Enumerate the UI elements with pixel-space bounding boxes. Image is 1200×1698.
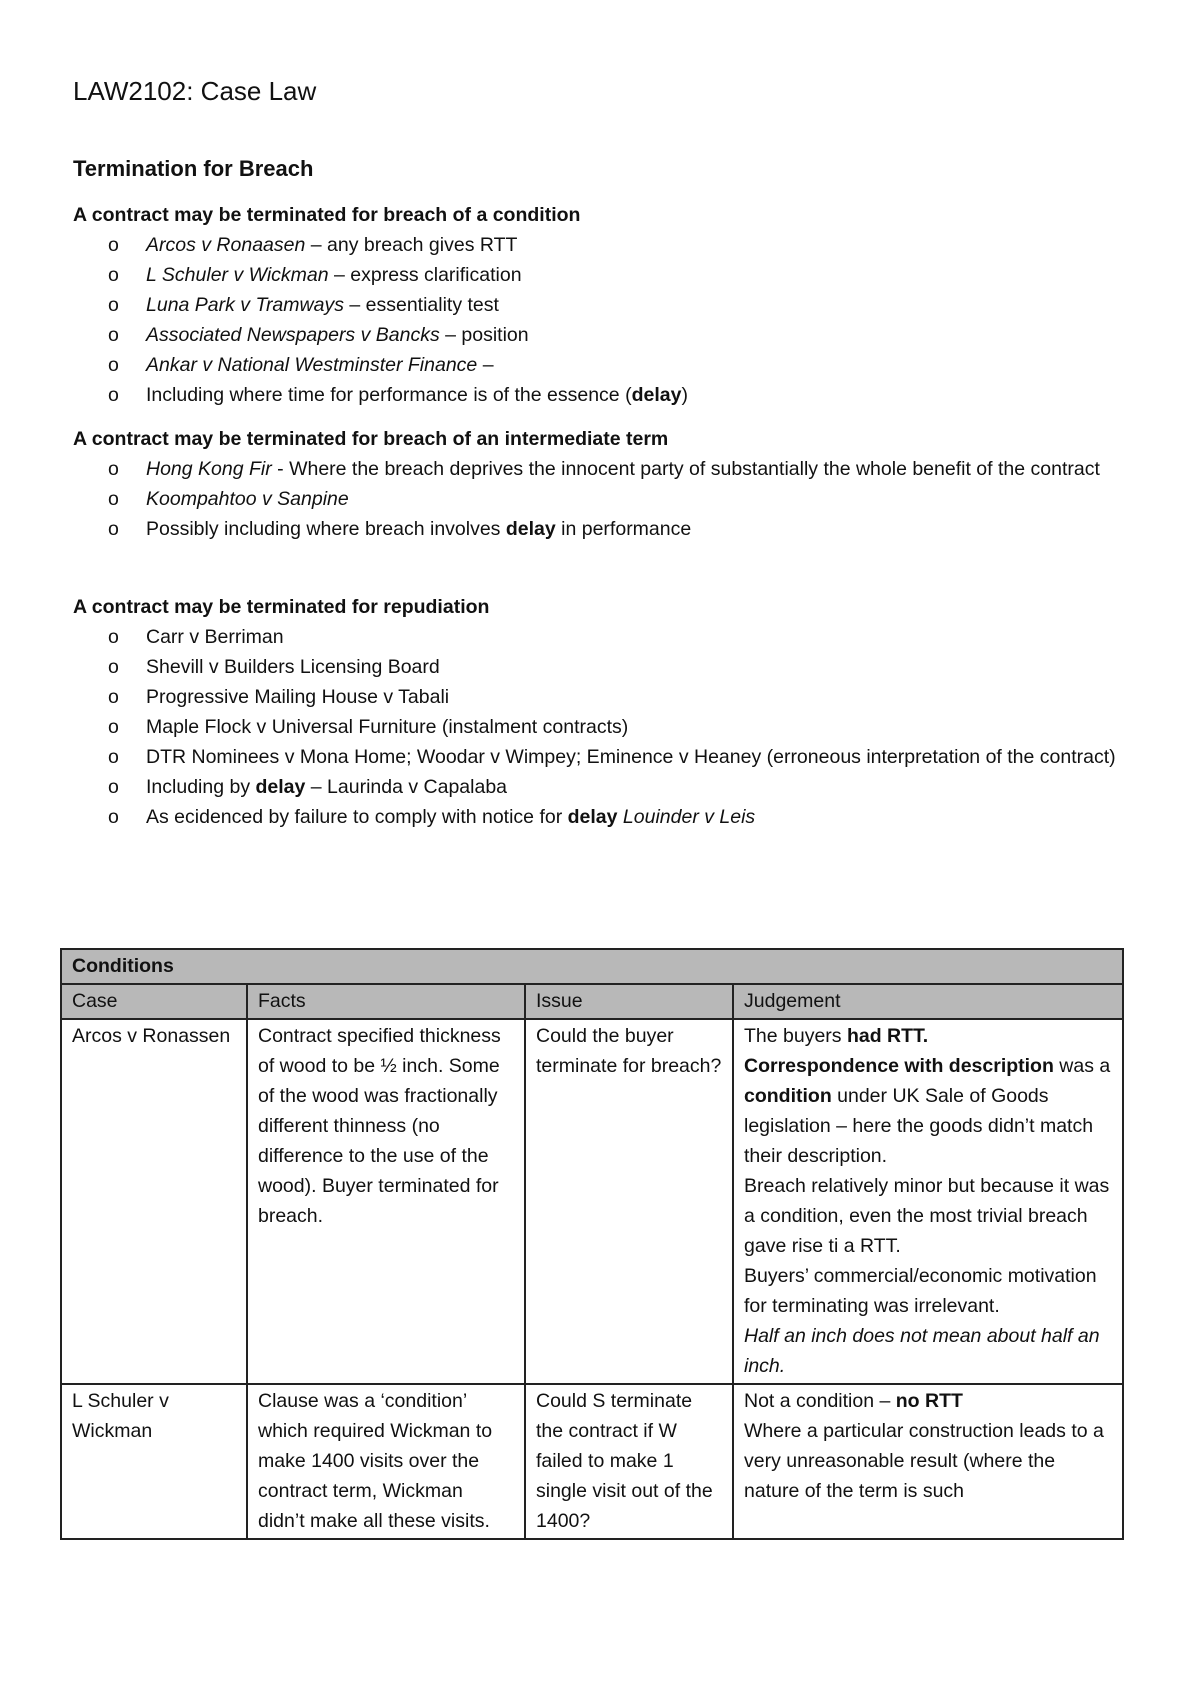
bullet-icon: o (108, 518, 119, 540)
table-title: Conditions (61, 949, 1123, 984)
group-heading: A contract may be terminated for breach of a condition (73, 204, 581, 226)
bullet-icon: o (108, 264, 119, 286)
list-item (73, 802, 1133, 832)
case-name: Koompahtoo v Sanpine (146, 488, 349, 510)
item-text: Maple Flock v Universal Furniture (instalment contracts) (146, 716, 629, 738)
bullet-icon: o (108, 354, 119, 376)
case-cell: L Schuler v Wickman (61, 1384, 247, 1539)
case-name: L Schuler v Wickman (146, 264, 329, 286)
judgement-text: no RTT (895, 1390, 963, 1412)
repudiation-group (73, 592, 1133, 832)
judgement-text: Half an inch does not mean about half an inch. (744, 1325, 1100, 1377)
item-text: – any breach gives RTT (305, 234, 518, 256)
case-name: Associated Newspapers v Bancks (146, 324, 440, 346)
bullet-icon: o (108, 294, 119, 316)
list-item (73, 320, 1133, 350)
case-cell: Arcos v Ronassen (61, 1019, 247, 1384)
item-emphasis: delay (505, 518, 556, 540)
table-body (61, 1019, 1123, 1539)
list-item (73, 742, 1133, 772)
case-name: Arcos v Ronaasen (146, 234, 306, 256)
judgement-cell (733, 1384, 1123, 1539)
column-header: Case (61, 984, 247, 1019)
bullet-list (73, 230, 1133, 410)
list-item (73, 350, 1133, 380)
judgement-text: Where a particular construction leads to a very unreasonable result (where the nature of the term is such (744, 1420, 1104, 1502)
item-text: Including where time for performance is of the essence ( (146, 384, 632, 406)
list-item (73, 454, 1133, 484)
item-emphasis: delay (255, 776, 306, 798)
item-text: in performance (555, 518, 692, 540)
judgement-text: The buyers (744, 1025, 847, 1047)
judgement-text: had RTT. (846, 1025, 929, 1047)
issue-cell: Could S terminate the contract if W failed to make 1 single visit out of the 1400? (525, 1384, 733, 1539)
item-emphasis: delay (567, 806, 618, 828)
list-item (73, 772, 1133, 802)
item-text: Progressive Mailing House v Tabali (146, 686, 450, 708)
item-text: DTR Nominees v Mona Home; Woodar v Wimpey; Eminence v Heaney (erroneous interpretation of the contract) (146, 746, 1116, 768)
case-name: Hong Kong Fir (146, 458, 272, 480)
bullet-icon: o (108, 686, 119, 708)
table-header-row (61, 984, 1123, 1019)
item-text: – (477, 354, 494, 376)
bullet-icon: o (108, 234, 119, 256)
bullet-icon: o (108, 806, 119, 828)
judgement-text: Not a condition – (744, 1390, 896, 1412)
column-header: Judgement (733, 984, 1123, 1019)
judgement-cell (733, 1019, 1123, 1384)
bullet-icon: o (108, 776, 119, 798)
list-item (73, 290, 1133, 320)
bullet-icon: o (108, 716, 119, 738)
intermediate-term-group (73, 424, 1133, 544)
group-heading: A contract may be terminated for breach of an intermediate term (73, 428, 669, 450)
list-item (73, 260, 1133, 290)
item-text: As ecidenced by failure to comply with notice for (146, 806, 568, 828)
item-text: – essentiality test (343, 294, 499, 316)
item-emphasis: delay (631, 384, 682, 406)
facts-cell: Clause was a ‘condition’ which required Wickman to make 1400 visits over the contract term, Wickman didn’t make all these visits. (247, 1384, 525, 1539)
condition-breach-group (73, 200, 1133, 410)
case-name: Luna Park v Tramways (146, 294, 344, 316)
issue-cell: Could the buyer terminate for breach? (525, 1019, 733, 1384)
judgement-text: Correspondence with description (744, 1055, 1054, 1077)
table-row (61, 1019, 1123, 1384)
item-text: Shevill v Builders Licensing Board (146, 656, 440, 678)
facts-cell: Contract specified thickness of wood to be ½ inch. Some of the wood was fractionally different thinness (no difference to the use of the wood). Buyer terminated for breach. (247, 1019, 525, 1384)
document-title: LAW2102: Case Law (73, 76, 317, 106)
conditions-table (60, 948, 1124, 1540)
bullet-icon: o (108, 746, 119, 768)
item-text: ) (681, 384, 688, 406)
list-item (73, 514, 1133, 544)
list-item (73, 380, 1133, 410)
item-text: – Laurinda v Capalaba (305, 776, 508, 798)
judgement-text: condition (744, 1085, 832, 1107)
column-header: Issue (525, 984, 733, 1019)
judgement-text: under UK Sale of Goods legislation – here the goods didn’t match their description. (744, 1085, 1094, 1167)
bullet-icon: o (108, 626, 119, 648)
judgement-text: Buyers’ commercial/economic motivation for terminating was irrelevant. (744, 1265, 1097, 1317)
item-text: – express clarification (328, 264, 522, 286)
bullet-list (73, 622, 1133, 832)
section-heading: Termination for Breach (73, 156, 314, 181)
list-item (73, 652, 1133, 682)
list-item (73, 230, 1133, 260)
case-name: Ankar v National Westminster Finance (146, 354, 478, 376)
item-text: Carr v Berriman (146, 626, 284, 648)
item-text: – position (439, 324, 529, 346)
bullet-icon: o (108, 458, 119, 480)
item-text: Including by (146, 776, 256, 798)
table-row (61, 1384, 1123, 1539)
case-name: Louinder v Leis (622, 806, 756, 828)
bullet-list (73, 454, 1133, 544)
item-text: Possibly including where breach involves (146, 518, 506, 540)
list-item (73, 682, 1133, 712)
item-text: - Where the breach deprives the innocent party of substantially the whole benefit of the contract (271, 458, 1100, 480)
list-item (73, 712, 1133, 742)
judgement-text: was a (1053, 1055, 1111, 1077)
list-item (73, 484, 1133, 514)
bullet-icon: o (108, 656, 119, 678)
bullet-icon: o (108, 488, 119, 510)
judgement-text: Breach relatively minor but because it was a condition, even the most trivial breach gave rise ti a RTT. (744, 1175, 1110, 1257)
column-header: Facts (247, 984, 525, 1019)
list-item (73, 622, 1133, 652)
group-heading: A contract may be terminated for repudiation (73, 596, 490, 618)
bullet-icon: o (108, 324, 119, 346)
bullet-icon: o (108, 384, 119, 406)
